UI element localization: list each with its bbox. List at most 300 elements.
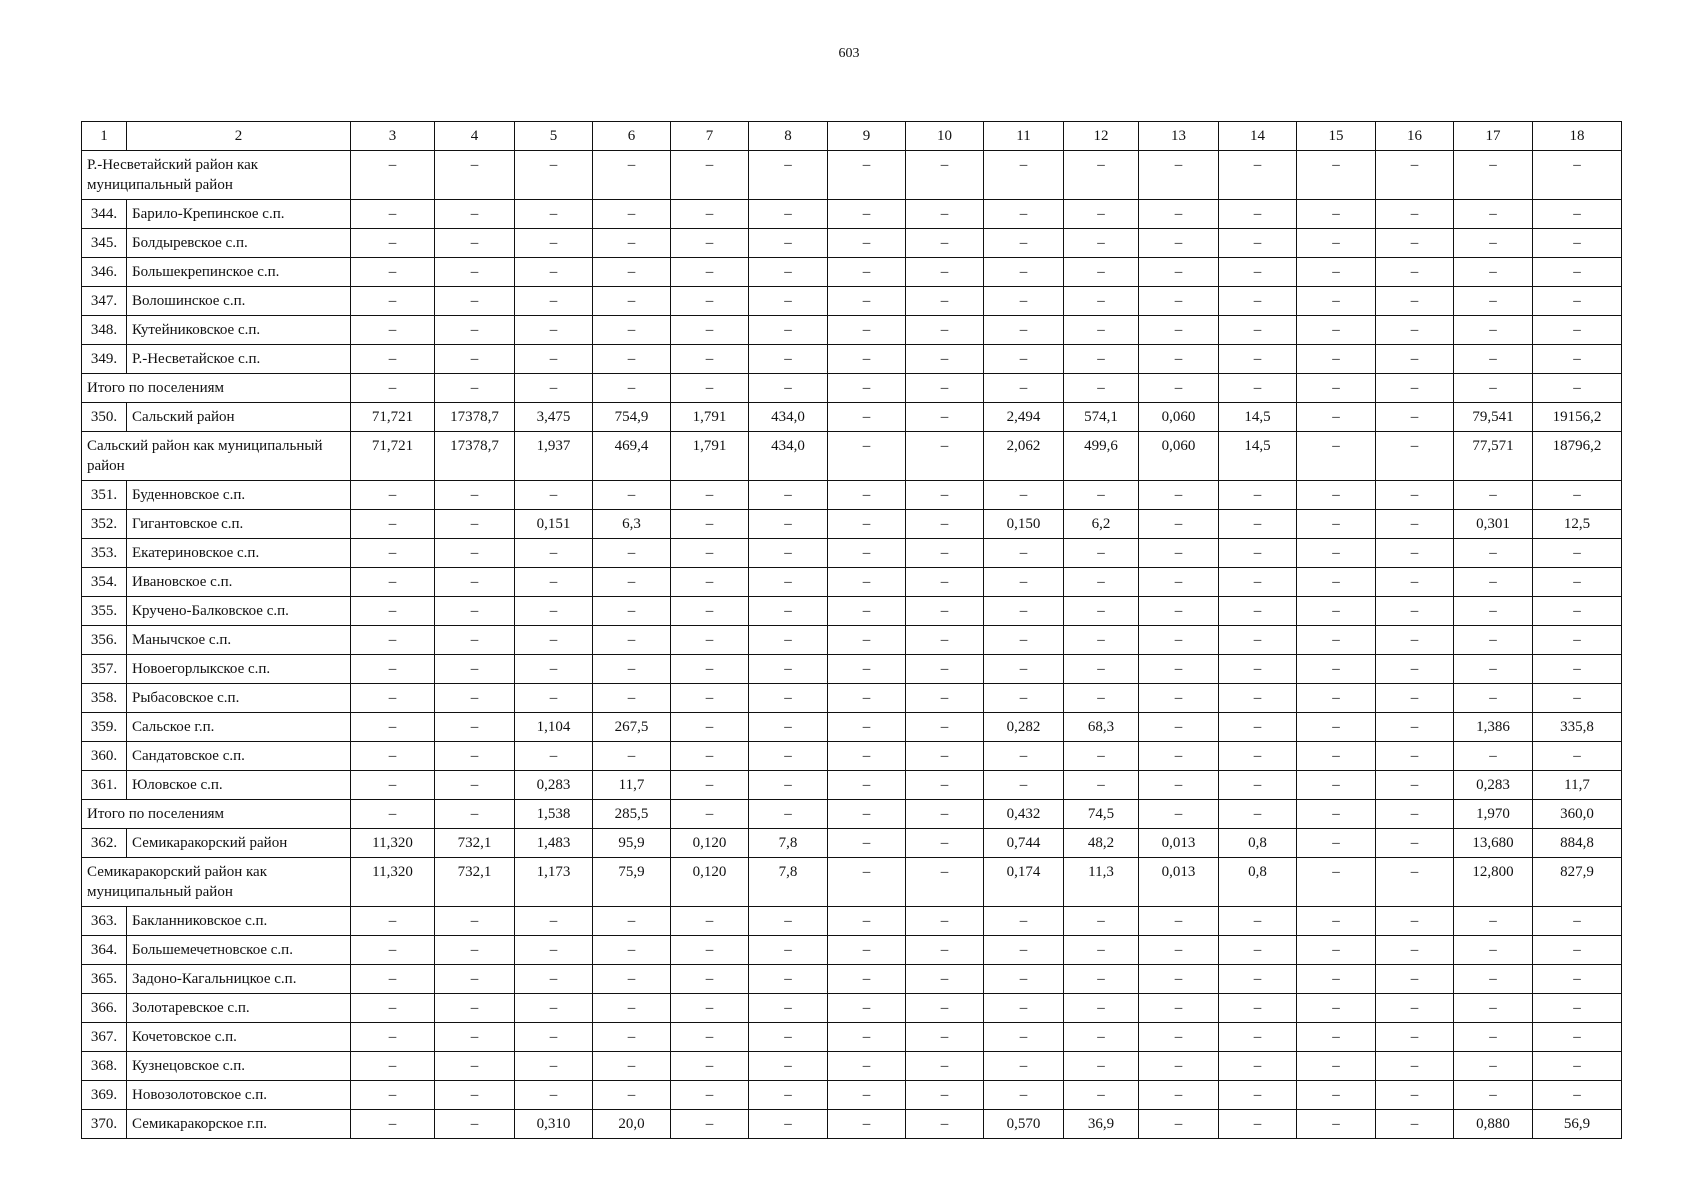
row-name: Новозолотовское с.п. — [127, 1081, 351, 1110]
value-cell: 1,970 — [1454, 800, 1533, 829]
value-cell: – — [1376, 287, 1454, 316]
value-cell: – — [1297, 229, 1376, 258]
value-cell: – — [593, 229, 671, 258]
value-cell: – — [1533, 200, 1622, 229]
row-number: 364. — [82, 936, 127, 965]
value-cell: – — [593, 936, 671, 965]
value-cell: – — [515, 965, 593, 994]
value-cell: – — [435, 1023, 515, 1052]
value-cell: – — [1533, 316, 1622, 345]
value-cell: – — [828, 510, 906, 539]
value-cell: – — [1297, 655, 1376, 684]
row-name: Большекрепинское с.п. — [127, 258, 351, 287]
value-cell: – — [1219, 316, 1297, 345]
value-cell: 1,538 — [515, 800, 593, 829]
value-cell: – — [1219, 539, 1297, 568]
value-cell: – — [515, 684, 593, 713]
value-cell: – — [435, 229, 515, 258]
value-cell: – — [1297, 829, 1376, 858]
value-cell: – — [593, 655, 671, 684]
value-cell: – — [1297, 800, 1376, 829]
value-cell: – — [593, 907, 671, 936]
value-cell: – — [671, 151, 749, 200]
row-name: Семикаракорский район — [127, 829, 351, 858]
value-cell: – — [515, 568, 593, 597]
value-cell: – — [984, 539, 1064, 568]
table-row — [82, 1052, 1622, 1081]
value-cell: – — [351, 151, 435, 200]
value-cell: – — [435, 200, 515, 229]
value-cell: – — [749, 287, 828, 316]
value-cell: – — [435, 597, 515, 626]
value-cell: – — [671, 771, 749, 800]
value-cell: – — [1533, 151, 1622, 200]
value-cell: – — [515, 994, 593, 1023]
value-cell: – — [1533, 229, 1622, 258]
value-cell: – — [515, 907, 593, 936]
value-cell: – — [828, 481, 906, 510]
column-header: 5 — [515, 122, 593, 151]
value-cell: – — [1376, 481, 1454, 510]
value-cell: 74,5 — [1064, 800, 1139, 829]
value-cell: – — [828, 374, 906, 403]
value-cell: – — [671, 200, 749, 229]
value-cell: – — [1219, 771, 1297, 800]
value-cell: – — [1139, 1023, 1219, 1052]
row-name: Болдыревское с.п. — [127, 229, 351, 258]
value-cell: – — [1533, 568, 1622, 597]
value-cell: – — [1454, 1023, 1533, 1052]
value-cell: – — [515, 287, 593, 316]
row-number: 351. — [82, 481, 127, 510]
value-cell: – — [906, 858, 984, 907]
value-cell: – — [351, 481, 435, 510]
value-cell: 6,3 — [593, 510, 671, 539]
value-cell: – — [1219, 907, 1297, 936]
value-cell: – — [671, 936, 749, 965]
value-cell: 1,791 — [671, 432, 749, 481]
value-cell: 0,744 — [984, 829, 1064, 858]
value-cell: – — [435, 1110, 515, 1139]
value-cell: – — [1139, 539, 1219, 568]
value-cell: – — [435, 258, 515, 287]
row-number: 367. — [82, 1023, 127, 1052]
value-cell: – — [906, 829, 984, 858]
value-cell: – — [1139, 287, 1219, 316]
value-cell: – — [1064, 568, 1139, 597]
value-cell: – — [593, 1052, 671, 1081]
column-header: 6 — [593, 122, 671, 151]
table-row — [82, 1110, 1622, 1139]
value-cell: – — [1064, 965, 1139, 994]
row-name: Сальское г.п. — [127, 713, 351, 742]
value-cell: 0,570 — [984, 1110, 1064, 1139]
value-cell: – — [749, 936, 828, 965]
row-number: 348. — [82, 316, 127, 345]
row-name: Кузнецовское с.п. — [127, 1052, 351, 1081]
value-cell: – — [1533, 258, 1622, 287]
row-number: 359. — [82, 713, 127, 742]
value-cell: – — [828, 568, 906, 597]
row-name: Барило-Крепинское с.п. — [127, 200, 351, 229]
value-cell: – — [1219, 742, 1297, 771]
value-cell: – — [351, 316, 435, 345]
row-number: 361. — [82, 771, 127, 800]
table-row — [82, 994, 1622, 1023]
value-cell: – — [828, 345, 906, 374]
table-row — [82, 800, 1622, 829]
value-cell: – — [1139, 568, 1219, 597]
value-cell: – — [671, 316, 749, 345]
value-cell: – — [984, 742, 1064, 771]
value-cell: – — [435, 965, 515, 994]
value-cell: – — [828, 1081, 906, 1110]
table-row — [82, 626, 1622, 655]
value-cell: 267,5 — [593, 713, 671, 742]
value-cell: – — [515, 597, 593, 626]
row-name: Сальский район — [127, 403, 351, 432]
value-cell: – — [1139, 907, 1219, 936]
value-cell: – — [593, 151, 671, 200]
value-cell: – — [1376, 965, 1454, 994]
value-cell: 754,9 — [593, 403, 671, 432]
value-cell: – — [435, 481, 515, 510]
value-cell: – — [1297, 1052, 1376, 1081]
value-cell: 360,0 — [1533, 800, 1622, 829]
table-row — [82, 936, 1622, 965]
value-cell: – — [749, 200, 828, 229]
value-cell: – — [1139, 258, 1219, 287]
value-cell: – — [1376, 829, 1454, 858]
value-cell: 11,7 — [1533, 771, 1622, 800]
value-cell: – — [1297, 1081, 1376, 1110]
row-name: Р.-Несветайский район как муниципальный район — [82, 151, 351, 200]
row-number: 349. — [82, 345, 127, 374]
table-row — [82, 403, 1622, 432]
value-cell: – — [828, 1023, 906, 1052]
row-name: Гигантовское с.п. — [127, 510, 351, 539]
value-cell: – — [435, 539, 515, 568]
table-row — [82, 858, 1622, 907]
value-cell: – — [435, 151, 515, 200]
value-cell: – — [749, 481, 828, 510]
value-cell: 6,2 — [1064, 510, 1139, 539]
value-cell: 56,9 — [1533, 1110, 1622, 1139]
row-name: Семикаракорский район как муниципальный район — [82, 858, 351, 907]
value-cell: – — [906, 481, 984, 510]
value-cell: 7,8 — [749, 829, 828, 858]
table-row — [82, 151, 1622, 200]
value-cell: – — [1219, 626, 1297, 655]
row-name: Кутейниковское с.п. — [127, 316, 351, 345]
value-cell: – — [1533, 481, 1622, 510]
value-cell: – — [1297, 568, 1376, 597]
value-cell: 0,310 — [515, 1110, 593, 1139]
value-cell: – — [749, 510, 828, 539]
value-cell: 11,320 — [351, 829, 435, 858]
value-cell: – — [1297, 200, 1376, 229]
value-cell: – — [351, 287, 435, 316]
value-cell: – — [351, 539, 435, 568]
value-cell: 0,174 — [984, 858, 1064, 907]
value-cell: – — [1454, 258, 1533, 287]
value-cell: – — [593, 539, 671, 568]
value-cell: – — [351, 771, 435, 800]
value-cell: – — [828, 1052, 906, 1081]
value-cell: 68,3 — [1064, 713, 1139, 742]
value-cell: – — [1533, 287, 1622, 316]
value-cell: – — [515, 655, 593, 684]
value-cell: – — [1454, 1081, 1533, 1110]
value-cell: – — [593, 287, 671, 316]
row-number: 363. — [82, 907, 127, 936]
value-cell: – — [593, 597, 671, 626]
value-cell: – — [749, 539, 828, 568]
value-cell: – — [351, 345, 435, 374]
row-name: Семикаракорское г.п. — [127, 1110, 351, 1139]
value-cell: 12,5 — [1533, 510, 1622, 539]
value-cell: – — [1376, 510, 1454, 539]
value-cell: – — [1454, 1052, 1533, 1081]
value-cell: – — [1064, 287, 1139, 316]
value-cell: – — [906, 287, 984, 316]
value-cell: – — [1376, 200, 1454, 229]
value-cell: – — [906, 403, 984, 432]
value-cell: – — [1376, 936, 1454, 965]
value-cell: – — [435, 374, 515, 403]
value-cell: – — [1297, 151, 1376, 200]
value-cell: – — [351, 1052, 435, 1081]
value-cell: – — [351, 1110, 435, 1139]
value-cell: – — [671, 907, 749, 936]
value-cell: – — [1376, 771, 1454, 800]
row-number: 358. — [82, 684, 127, 713]
value-cell: – — [749, 1081, 828, 1110]
value-cell: – — [984, 316, 1064, 345]
value-cell: – — [828, 403, 906, 432]
value-cell: 0,120 — [671, 829, 749, 858]
row-name: Манычское с.п. — [127, 626, 351, 655]
value-cell: – — [1454, 936, 1533, 965]
value-cell: – — [1297, 1023, 1376, 1052]
table-row — [82, 965, 1622, 994]
value-cell: – — [828, 655, 906, 684]
value-cell: – — [1064, 994, 1139, 1023]
value-cell: – — [749, 374, 828, 403]
value-cell: – — [1533, 965, 1622, 994]
row-name: Золотаревское с.п. — [127, 994, 351, 1023]
value-cell: – — [906, 994, 984, 1023]
value-cell: – — [1064, 200, 1139, 229]
value-cell: – — [1297, 684, 1376, 713]
column-header: 17 — [1454, 122, 1533, 151]
row-number: 368. — [82, 1052, 127, 1081]
value-cell: – — [1219, 965, 1297, 994]
value-cell: – — [906, 1023, 984, 1052]
value-cell: – — [749, 229, 828, 258]
value-cell: – — [515, 1052, 593, 1081]
value-cell: – — [749, 258, 828, 287]
value-cell: – — [435, 771, 515, 800]
value-cell: – — [1376, 1081, 1454, 1110]
value-cell: 1,937 — [515, 432, 593, 481]
value-cell: – — [749, 800, 828, 829]
value-cell: – — [1376, 800, 1454, 829]
value-cell: – — [1297, 597, 1376, 626]
value-cell: – — [1064, 684, 1139, 713]
value-cell: – — [828, 626, 906, 655]
value-cell: 1,104 — [515, 713, 593, 742]
value-cell: 884,8 — [1533, 829, 1622, 858]
row-name: Кочетовское с.п. — [127, 1023, 351, 1052]
value-cell: – — [1533, 1023, 1622, 1052]
value-cell: – — [1297, 258, 1376, 287]
value-cell: – — [1376, 742, 1454, 771]
value-cell: – — [984, 626, 1064, 655]
value-cell: – — [1454, 684, 1533, 713]
value-cell: – — [1533, 597, 1622, 626]
value-cell: 0,282 — [984, 713, 1064, 742]
table-row — [82, 742, 1622, 771]
table-row — [82, 684, 1622, 713]
column-header: 8 — [749, 122, 828, 151]
value-cell: 71,721 — [351, 403, 435, 432]
row-name: Ивановское с.п. — [127, 568, 351, 597]
value-cell: 0,151 — [515, 510, 593, 539]
value-cell: – — [593, 374, 671, 403]
value-cell: – — [1219, 200, 1297, 229]
value-cell: – — [1064, 229, 1139, 258]
value-cell: 14,5 — [1219, 432, 1297, 481]
value-cell: – — [1219, 597, 1297, 626]
value-cell: – — [1064, 655, 1139, 684]
value-cell: – — [984, 1052, 1064, 1081]
table-row — [82, 345, 1622, 374]
value-cell: – — [1376, 597, 1454, 626]
value-cell: – — [515, 626, 593, 655]
table-row — [82, 568, 1622, 597]
row-name: Юловское с.п. — [127, 771, 351, 800]
value-cell: – — [828, 539, 906, 568]
column-header: 12 — [1064, 122, 1139, 151]
value-cell: – — [515, 258, 593, 287]
value-cell: – — [906, 345, 984, 374]
value-cell: – — [435, 936, 515, 965]
value-cell: – — [749, 597, 828, 626]
row-name: Итого по поселениям — [82, 800, 351, 829]
page-number: 603 — [838, 46, 860, 61]
value-cell: – — [515, 316, 593, 345]
row-name: Большемечетновское с.п. — [127, 936, 351, 965]
value-cell: – — [351, 374, 435, 403]
value-cell: – — [749, 316, 828, 345]
value-cell: – — [1454, 481, 1533, 510]
value-cell: – — [749, 655, 828, 684]
value-cell: – — [906, 597, 984, 626]
value-cell: – — [984, 907, 1064, 936]
value-cell: – — [1219, 936, 1297, 965]
row-name: Сальский район как муниципальный район — [82, 432, 351, 481]
value-cell: – — [435, 800, 515, 829]
value-cell: – — [1064, 1023, 1139, 1052]
value-cell: 0,8 — [1219, 829, 1297, 858]
value-cell: – — [1297, 713, 1376, 742]
row-name: Итого по поселениям — [82, 374, 351, 403]
value-cell: 499,6 — [1064, 432, 1139, 481]
value-cell: – — [1297, 539, 1376, 568]
value-cell: – — [1454, 742, 1533, 771]
value-cell: – — [1376, 907, 1454, 936]
value-cell: 0,013 — [1139, 829, 1219, 858]
value-cell: – — [671, 965, 749, 994]
value-cell: – — [515, 345, 593, 374]
value-cell: – — [984, 374, 1064, 403]
value-cell: – — [1297, 374, 1376, 403]
value-cell: – — [351, 258, 435, 287]
value-cell: – — [1139, 510, 1219, 539]
value-cell: – — [1376, 539, 1454, 568]
value-cell: – — [1297, 403, 1376, 432]
value-cell: – — [906, 742, 984, 771]
value-cell: 0,880 — [1454, 1110, 1533, 1139]
value-cell: – — [906, 151, 984, 200]
value-cell: – — [435, 994, 515, 1023]
value-cell: – — [671, 510, 749, 539]
value-cell: – — [435, 713, 515, 742]
table-row — [82, 200, 1622, 229]
row-name: Сандатовское с.п. — [127, 742, 351, 771]
row-number: 352. — [82, 510, 127, 539]
value-cell: – — [351, 684, 435, 713]
value-cell: 574,1 — [1064, 403, 1139, 432]
value-cell: – — [1064, 907, 1139, 936]
value-cell: – — [435, 568, 515, 597]
value-cell: – — [435, 287, 515, 316]
value-cell: – — [1376, 1110, 1454, 1139]
value-cell: – — [828, 229, 906, 258]
column-header: 11 — [984, 122, 1064, 151]
table-row — [82, 829, 1622, 858]
value-cell: – — [828, 994, 906, 1023]
value-cell: – — [1454, 539, 1533, 568]
value-cell: – — [1533, 539, 1622, 568]
value-cell: – — [984, 655, 1064, 684]
value-cell: 0,013 — [1139, 858, 1219, 907]
value-cell: 0,283 — [1454, 771, 1533, 800]
value-cell: – — [671, 1023, 749, 1052]
value-cell: – — [749, 626, 828, 655]
row-name: Рыбасовское с.п. — [127, 684, 351, 713]
value-cell: – — [1139, 800, 1219, 829]
row-number: 353. — [82, 539, 127, 568]
value-cell: – — [1139, 655, 1219, 684]
value-cell: – — [593, 994, 671, 1023]
value-cell: – — [906, 539, 984, 568]
value-cell: – — [1454, 655, 1533, 684]
value-cell: – — [1064, 258, 1139, 287]
value-cell: – — [351, 1081, 435, 1110]
value-cell: 0,432 — [984, 800, 1064, 829]
value-cell: – — [351, 568, 435, 597]
value-cell: – — [828, 771, 906, 800]
value-cell: – — [515, 742, 593, 771]
value-cell: 2,494 — [984, 403, 1064, 432]
value-cell: 11,320 — [351, 858, 435, 907]
value-cell: – — [1454, 200, 1533, 229]
value-cell: 20,0 — [593, 1110, 671, 1139]
value-cell: – — [671, 374, 749, 403]
value-cell: – — [828, 200, 906, 229]
